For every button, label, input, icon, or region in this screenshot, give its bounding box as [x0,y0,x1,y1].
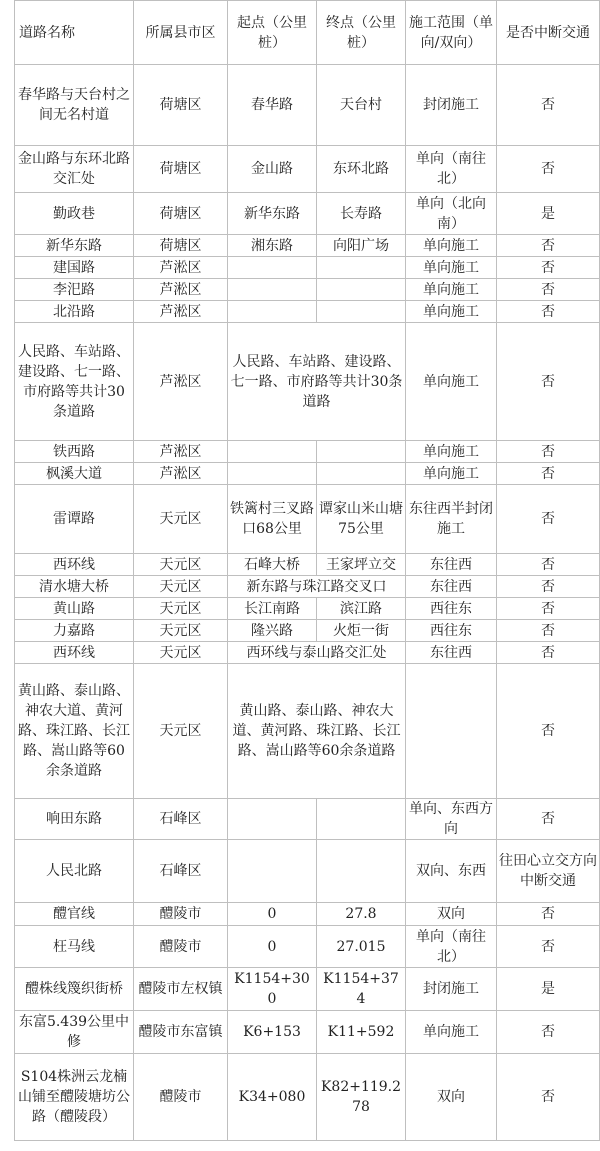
interrupt-cell: 否 [497,279,600,301]
start-cell [228,799,317,840]
scope-cell: 封闭施工 [406,65,497,146]
table-row [15,485,600,554]
table-row [15,193,600,235]
road-name-cell: 东富5.439公里中修 [15,1011,134,1054]
road-name-cell: 力嘉路 [15,620,134,642]
header-road-name: 道路名称 [15,1,134,65]
scope-cell: 单向施工 [406,323,497,441]
road-name-cell: 西环线 [15,642,134,664]
table-row [15,554,600,576]
table-row [15,463,600,485]
start-cell: 春华路 [228,65,317,146]
scope-cell: 东往西 [406,576,497,598]
end-cell: 27.015 [317,926,406,968]
interrupt-cell: 否 [497,1054,600,1141]
road-name-cell: 春华路与天台村之间无名村道 [15,65,134,146]
interrupt-cell: 否 [497,257,600,279]
scope-cell: 单向施工 [406,1011,497,1054]
interrupt-cell: 否 [497,926,600,968]
start-end-cell: 人民路、车站路、建设路、七一路、市府路等共计30条道路 [228,323,406,441]
start-cell [228,257,317,279]
interrupt-cell: 否 [497,576,600,598]
district-cell: 芦淞区 [134,301,228,323]
interrupt-cell: 是 [497,193,600,235]
district-cell: 芦淞区 [134,323,228,441]
road-name-cell: 新华东路 [15,235,134,257]
interrupt-cell: 否 [497,598,600,620]
road-name-cell: 醴株线篾织街桥 [15,968,134,1011]
end-cell: 王家坪立交 [317,554,406,576]
table-row [15,598,600,620]
district-cell: 醴陵市 [134,1054,228,1141]
start-cell [228,441,317,463]
interrupt-cell: 否 [497,903,600,926]
district-cell: 石峰区 [134,840,228,903]
table-row [15,799,600,840]
start-end-cell: 西环线与泰山路交汇处 [228,642,406,664]
end-cell [317,279,406,301]
scope-cell: 东往西 [406,554,497,576]
district-cell: 醴陵市 [134,926,228,968]
start-cell: 铁篱村三叉路口68公里 [228,485,317,554]
table-row [15,664,600,799]
road-name-cell: 醴官线 [15,903,134,926]
district-cell: 石峰区 [134,799,228,840]
interrupt-cell: 否 [497,642,600,664]
end-cell [317,463,406,485]
road-name-cell: 北沿路 [15,301,134,323]
table-row [15,1011,600,1054]
table-row [15,235,600,257]
scope-cell: 西往东 [406,598,497,620]
district-cell: 芦淞区 [134,441,228,463]
header-end: 终点（公里桩） [317,1,406,65]
road-construction-table [14,0,600,1141]
end-cell: K1154+374 [317,968,406,1011]
district-cell: 醴陵市东富镇 [134,1011,228,1054]
interrupt-cell: 是 [497,968,600,1011]
road-name-cell: 响田东路 [15,799,134,840]
start-cell: 长江南路 [228,598,317,620]
district-cell: 天元区 [134,554,228,576]
start-cell [228,301,317,323]
end-cell [317,799,406,840]
end-cell: K82+119.278 [317,1054,406,1141]
district-cell: 醴陵市 [134,903,228,926]
district-cell: 天元区 [134,485,228,554]
end-cell [317,441,406,463]
district-cell: 天元区 [134,576,228,598]
table-row [15,840,600,903]
interrupt-cell: 否 [497,301,600,323]
district-cell: 天元区 [134,620,228,642]
start-cell: 湘东路 [228,235,317,257]
district-cell: 醴陵市左权镇 [134,968,228,1011]
scope-cell: 单向（南往北） [406,146,497,193]
start-cell: K34+080 [228,1054,317,1141]
end-cell: 滨江路 [317,598,406,620]
table-row [15,257,600,279]
end-cell [317,257,406,279]
road-name-cell: 西环线 [15,554,134,576]
start-end-cell: 新东路与珠江路交叉口 [228,576,406,598]
scope-cell: 单向（北向南） [406,193,497,235]
table-row [15,279,600,301]
district-cell: 荷塘区 [134,193,228,235]
table-row [15,146,600,193]
table-row [15,576,600,598]
road-name-cell: 勤政巷 [15,193,134,235]
start-cell: 0 [228,903,317,926]
road-name-cell: 雷谭路 [15,485,134,554]
end-cell [317,301,406,323]
interrupt-cell: 否 [497,65,600,146]
road-name-cell: 建国路 [15,257,134,279]
start-cell: 隆兴路 [228,620,317,642]
interrupt-cell: 往田心立交方向中断交通 [497,840,600,903]
road-name-cell: 清水塘大桥 [15,576,134,598]
header-row [15,1,600,65]
header-scope: 施工范围（单向/双向） [406,1,497,65]
interrupt-cell: 否 [497,463,600,485]
table-row [15,441,600,463]
end-cell: 27.8 [317,903,406,926]
scope-cell: 单向、东西方向 [406,799,497,840]
road-name-cell: 金山路与东环北路交汇处 [15,146,134,193]
district-cell: 芦淞区 [134,463,228,485]
end-cell: K11+592 [317,1011,406,1054]
table-row [15,301,600,323]
scope-cell [406,664,497,799]
end-cell [317,840,406,903]
end-cell: 向阳广场 [317,235,406,257]
road-name-cell: 枫溪大道 [15,463,134,485]
interrupt-cell: 否 [497,485,600,554]
table-row [15,323,600,441]
end-cell: 天台村 [317,65,406,146]
district-cell: 荷塘区 [134,146,228,193]
header-district: 所属县市区 [134,1,228,65]
end-cell: 东环北路 [317,146,406,193]
scope-cell: 单向施工 [406,279,497,301]
start-cell: K6+153 [228,1011,317,1054]
start-cell: 新华东路 [228,193,317,235]
road-name-cell: S104株洲云龙楠山铺至醴陵塘坊公路（醴陵段） [15,1054,134,1141]
district-cell: 天元区 [134,598,228,620]
start-end-cell: 黄山路、泰山路、神农大道、黄河路、珠江路、长江路、嵩山路等60余条道路 [228,664,406,799]
table-row [15,926,600,968]
scope-cell: 东往西 [406,642,497,664]
district-cell: 天元区 [134,642,228,664]
scope-cell: 单向施工 [406,257,497,279]
table-row [15,968,600,1011]
scope-cell: 双向、东西 [406,840,497,903]
road-name-cell: 铁西路 [15,441,134,463]
interrupt-cell: 否 [497,799,600,840]
scope-cell: 单向施工 [406,441,497,463]
road-name-cell: 黄山路 [15,598,134,620]
scope-cell: 单向施工 [406,235,497,257]
district-cell: 荷塘区 [134,235,228,257]
scope-cell: 单向（南往北） [406,926,497,968]
road-name-cell: 人民北路 [15,840,134,903]
end-cell: 谭家山米山塘75公里 [317,485,406,554]
interrupt-cell: 否 [497,235,600,257]
interrupt-cell: 否 [497,1011,600,1054]
end-cell: 火炬一街 [317,620,406,642]
start-cell: 金山路 [228,146,317,193]
header-start: 起点（公里桩） [228,1,317,65]
district-cell: 芦淞区 [134,257,228,279]
table-row [15,903,600,926]
interrupt-cell: 否 [497,620,600,642]
header-interrupt: 是否中断交通 [497,1,600,65]
scope-cell: 单向施工 [406,463,497,485]
road-name-cell: 人民路、车站路、建设路、七一路、市府路等共计30条道路 [15,323,134,441]
scope-cell: 东往西半封闭施工 [406,485,497,554]
interrupt-cell: 否 [497,664,600,799]
start-cell [228,840,317,903]
start-cell [228,463,317,485]
table-row [15,65,600,146]
road-name-cell: 李汜路 [15,279,134,301]
interrupt-cell: 否 [497,323,600,441]
end-cell: 长寿路 [317,193,406,235]
interrupt-cell: 否 [497,146,600,193]
interrupt-cell: 否 [497,441,600,463]
district-cell: 天元区 [134,664,228,799]
district-cell: 芦淞区 [134,279,228,301]
scope-cell: 单向施工 [406,301,497,323]
scope-cell: 封闭施工 [406,968,497,1011]
district-cell: 荷塘区 [134,65,228,146]
scope-cell: 西往东 [406,620,497,642]
start-cell: K1154+300 [228,968,317,1011]
road-name-cell: 枉马线 [15,926,134,968]
interrupt-cell: 否 [497,554,600,576]
table-row [15,620,600,642]
table-row [15,642,600,664]
scope-cell: 双向 [406,903,497,926]
start-cell: 石峰大桥 [228,554,317,576]
road-name-cell: 黄山路、泰山路、神农大道、黄河路、珠江路、长江路、嵩山路等60余条道路 [15,664,134,799]
start-cell [228,279,317,301]
scope-cell: 双向 [406,1054,497,1141]
table-row [15,1054,600,1141]
start-cell: 0 [228,926,317,968]
